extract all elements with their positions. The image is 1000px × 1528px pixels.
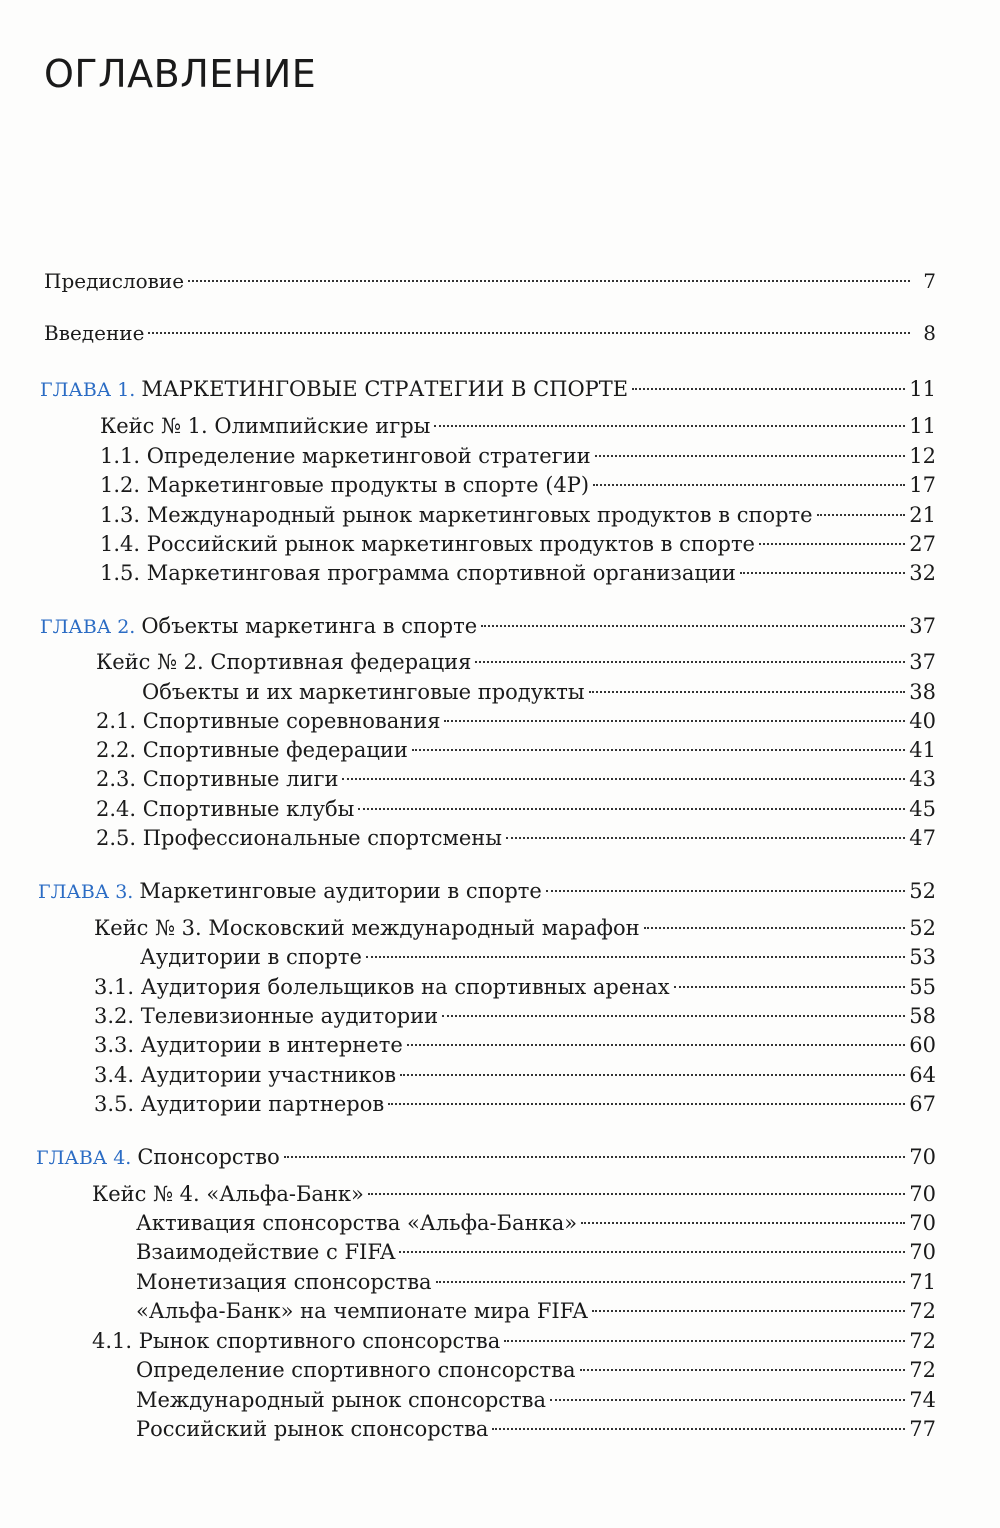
dot-leader [188, 280, 910, 282]
toc-entry[interactable] [136, 1385, 936, 1415]
toc-entry-page: 60 [909, 1033, 936, 1057]
toc-entry[interactable] [142, 677, 936, 707]
toc-entry-page: 70 [909, 1211, 936, 1235]
toc-entry-page: 72 [909, 1299, 936, 1323]
toc-entry[interactable] [96, 647, 936, 677]
toc-entry-page: 47 [909, 826, 936, 850]
toc-entry[interactable] [96, 764, 936, 794]
toc-entry-label: Взаимодействие с FIFA [136, 1240, 396, 1264]
toc-entry-introduction[interactable] [44, 318, 936, 348]
toc-entry-label: «Альфа-Банк» на чемпионате мира FIFA [136, 1299, 588, 1323]
toc-entry[interactable] [94, 1001, 936, 1031]
dot-leader [593, 484, 905, 486]
toc-entry[interactable] [136, 1414, 936, 1444]
dot-leader [595, 455, 906, 457]
toc-entry-label: 1.5. Маркетинговая программа спортивной организации [100, 561, 736, 585]
chapter-prefix: ГЛАВА 3. [38, 881, 134, 903]
toc-entry-label: 2.4. Спортивные клубы [96, 797, 355, 821]
toc-entry-label: 3.2. Телевизионные аудитории [94, 1004, 439, 1028]
dot-leader [581, 1222, 905, 1224]
toc-entry-label: 1.4. Российский рынок маркетинговых продуктов в спорте [100, 532, 755, 556]
dot-leader [366, 956, 905, 958]
toc-entry[interactable] [136, 1267, 936, 1297]
toc-entry-page: 21 [909, 503, 936, 527]
toc-entry-label: 3.5. Аудитории партнеров [94, 1092, 385, 1116]
toc-entry-page: 74 [909, 1388, 936, 1412]
toc-entry-label: 2.5. Профессиональные спортсмены [96, 826, 502, 850]
toc-entry-label: Маркетинговые аудитории в спорте [139, 879, 542, 903]
toc-entry-label: 2.3. Спортивные лиги [96, 767, 339, 791]
dot-leader [475, 661, 905, 663]
toc-entry[interactable] [96, 706, 936, 736]
toc-entry-page: 72 [909, 1358, 936, 1382]
toc-entry-page: 45 [909, 797, 936, 821]
toc-entry[interactable] [140, 942, 936, 972]
dot-leader [148, 332, 910, 334]
dot-leader [388, 1103, 905, 1105]
toc-entry-label: Объекты маркетинга в спорте [141, 614, 478, 638]
chapter-prefix: ГЛАВА 2. [40, 616, 136, 638]
toc-entry[interactable] [94, 1089, 936, 1119]
dot-leader [400, 1074, 905, 1076]
toc-entry-label: 1.3. Международный рынок маркетинговых продуктов в спорте [100, 503, 813, 527]
dot-leader [644, 927, 906, 929]
toc-entry-page: 27 [909, 532, 936, 556]
dot-leader [759, 543, 905, 545]
toc-entry-page: 70 [909, 1240, 936, 1264]
dot-leader [407, 1044, 906, 1046]
dot-leader [444, 720, 905, 722]
toc-chapter-2[interactable] [40, 611, 936, 641]
toc-chapter-3[interactable] [38, 876, 936, 906]
toc-entry-label: 3.1. Аудитория болельщиков на спортивных аренах [94, 975, 670, 999]
toc-entry-page: 7 [923, 269, 936, 293]
toc-entry[interactable] [96, 823, 936, 853]
chapter-prefix: ГЛАВА 4. [36, 1147, 132, 1169]
toc-entry-preface[interactable] [44, 266, 936, 296]
toc-chapter-1[interactable] [40, 374, 936, 404]
toc-entry[interactable] [100, 500, 936, 530]
toc-entry-page: 77 [909, 1417, 936, 1441]
dot-leader [592, 1310, 906, 1312]
dot-leader [632, 388, 905, 390]
toc-entry-label: Спонсорство [137, 1145, 280, 1169]
dot-leader [442, 1015, 905, 1017]
dot-leader [674, 986, 906, 988]
dot-leader [492, 1428, 905, 1430]
toc-entry-label: 1.2. Маркетинговые продукты в спорте (4P) [100, 473, 590, 497]
toc-entry-page: 37 [909, 614, 936, 638]
toc-entry[interactable] [94, 972, 936, 1002]
toc-entry-label: Кейс № 4. «Альфа-Банк» [92, 1182, 364, 1206]
dot-leader [550, 1399, 905, 1401]
dot-leader [412, 749, 905, 751]
toc-entry-label: Определение спортивного спонсорства [136, 1358, 576, 1382]
toc-entry-label: Предисловие [44, 269, 185, 293]
toc-entry[interactable] [136, 1208, 936, 1238]
toc-entry-label: 2.2. Спортивные федерации [96, 738, 408, 762]
chapter-prefix: ГЛАВА 1. [40, 379, 136, 401]
toc-entry-page: 58 [909, 1004, 936, 1028]
toc-entry[interactable] [94, 1030, 936, 1060]
dot-leader [342, 778, 905, 780]
toc-entry-page: 11 [909, 414, 936, 438]
toc-entry-page: 70 [909, 1145, 936, 1169]
toc-entry[interactable] [94, 913, 936, 943]
toc-entry-page: 43 [909, 767, 936, 791]
toc-entry-page: 72 [909, 1329, 936, 1353]
toc-entry-page: 17 [909, 473, 936, 497]
toc-entry-label: 1.1. Определение маркетинговой стратегии [100, 444, 591, 468]
toc-chapter-4[interactable] [36, 1142, 936, 1172]
toc-entry-page: 71 [909, 1270, 936, 1294]
toc-entry[interactable] [100, 529, 936, 559]
toc-entry[interactable] [96, 735, 936, 765]
toc-entry-page: 11 [909, 377, 936, 401]
toc-entry-page: 8 [923, 321, 936, 345]
toc-entry[interactable] [136, 1355, 936, 1385]
dot-leader [580, 1369, 906, 1371]
toc-entry-page: 52 [909, 879, 936, 903]
dot-leader [504, 1340, 905, 1342]
toc-entry[interactable] [136, 1237, 936, 1267]
toc-entry-page: 37 [909, 650, 936, 674]
toc-entry-label: 4.1. Рынок спортивного спонсорства [92, 1329, 501, 1353]
toc-entry-label: Кейс № 3. Московский международный марафон [94, 916, 640, 940]
toc-entry[interactable] [100, 441, 936, 471]
toc-entry-page: 40 [909, 709, 936, 733]
toc-entry[interactable] [94, 1060, 936, 1090]
dot-leader [589, 691, 906, 693]
toc-entry-page: 64 [909, 1063, 936, 1087]
toc-entry-label: Объекты и их маркетинговые продукты [142, 680, 585, 704]
toc-entry-page: 52 [909, 916, 936, 940]
dot-leader [284, 1156, 906, 1158]
toc-entry-label: 3.3. Аудитории в интернете [94, 1033, 403, 1057]
dot-leader [358, 808, 905, 810]
toc-entry[interactable] [100, 558, 936, 588]
dot-leader [399, 1251, 905, 1253]
toc-entry-page: 70 [909, 1182, 936, 1206]
toc-entry[interactable] [100, 411, 936, 441]
toc-entry-label: 2.1. Спортивные соревнования [96, 709, 441, 733]
page-title: ОГЛАВЛЕНИЕ [44, 52, 317, 96]
toc-entry-page: 38 [909, 680, 936, 704]
dot-leader [740, 572, 905, 574]
toc-entry-label: Аудитории в спорте [140, 945, 362, 969]
dot-leader [368, 1193, 905, 1195]
toc-entry[interactable] [100, 470, 936, 500]
toc-entry-label: Монетизация спонсорства [136, 1270, 432, 1294]
toc-entry-label: Кейс № 2. Спортивная федерация [96, 650, 472, 674]
dot-leader [434, 425, 905, 427]
toc-entry-page: 55 [909, 975, 936, 999]
toc-entry[interactable] [136, 1296, 936, 1326]
toc-entry-label: 3.4. Аудитории участников [94, 1063, 397, 1087]
toc-entry-label: Активация спонсорства «Альфа-Банка» [136, 1211, 578, 1235]
toc-entry[interactable] [92, 1326, 936, 1356]
dot-leader [436, 1281, 906, 1283]
toc-entry-page: 67 [909, 1092, 936, 1116]
toc-entry-label: Российский рынок спонсорства [136, 1417, 489, 1441]
dot-leader [817, 514, 906, 516]
toc-entry-page: 53 [909, 945, 936, 969]
toc-entry-label: Кейс № 1. Олимпийские игры [100, 414, 431, 438]
toc-entry-page: 41 [909, 738, 936, 762]
toc-entry[interactable] [96, 794, 936, 824]
toc-entry-page: 12 [909, 444, 936, 468]
dot-leader [546, 890, 905, 892]
toc-entry-label: Международный рынок спонсорства [136, 1388, 547, 1412]
dot-leader [506, 837, 905, 839]
toc-entry-page: 32 [909, 561, 936, 585]
toc-entry-label: МАРКЕТИНГОВЫЕ СТРАТЕГИИ В СПОРТЕ [141, 377, 629, 401]
dot-leader [481, 625, 905, 627]
toc-entry[interactable] [92, 1179, 936, 1209]
toc-entry-label: Введение [44, 321, 145, 345]
